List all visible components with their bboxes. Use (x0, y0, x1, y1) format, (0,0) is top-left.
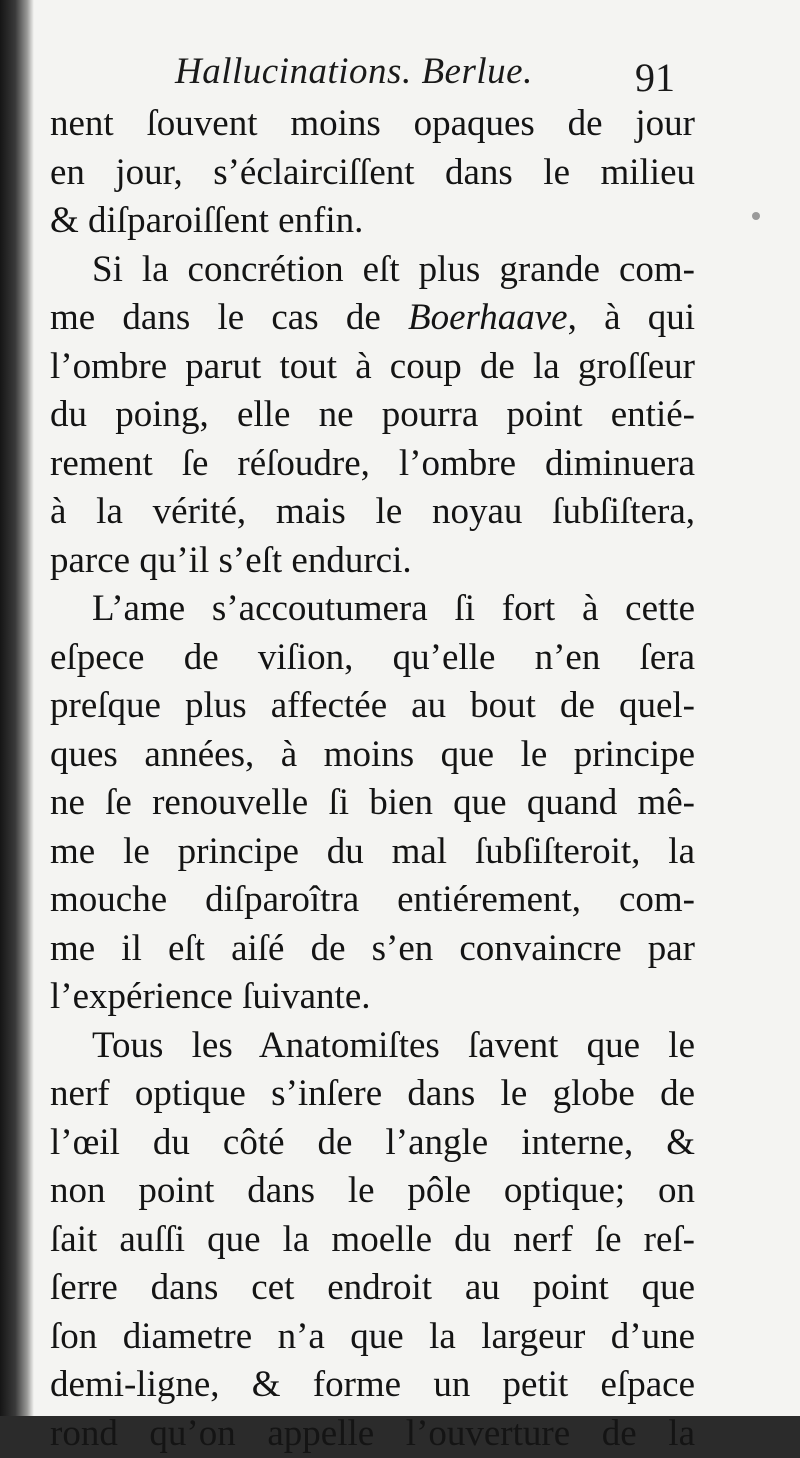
text-line: l’expérience ſuivante. (50, 973, 695, 1022)
text-line: ſon diametre n’a que la largeur d’une (50, 1313, 695, 1362)
text-line: Si la concrétion eſt plus grande com- (50, 246, 695, 295)
page-number: 91 (635, 54, 675, 101)
text-line: ques années, à moins que le principe (50, 731, 695, 780)
text-line: eſpece de viſion, qu’elle n’en ſera (50, 634, 695, 683)
text-line: me le principe du mal ſubſiſteroit, la (50, 828, 695, 877)
text-line: nent ſouvent moins opaques de jour (50, 100, 695, 149)
text-line: me dans le cas de Boerhaave, à qui (50, 294, 695, 343)
text-line: ſait auſſi que la moelle du nerf ſe reſ- (50, 1216, 695, 1265)
text-line: L’ame s’accoutumera ſi fort à cette (50, 585, 695, 634)
text-line: à la vérité, mais le noyau ſubſiſtera, (50, 488, 695, 537)
italic-name: Boerhaave (408, 297, 568, 338)
text-line: preſque plus affectée au bout de quel- (50, 682, 695, 731)
text-line: rond qu’on appelle l’ouverture de la (50, 1410, 695, 1458)
paper-speck (752, 212, 760, 220)
text-line: en jour, s’éclairciſſent dans le milieu (50, 149, 695, 198)
running-head-title: Hallucinations. Berlue. (175, 50, 533, 93)
text-line: du poing, elle ne pourra point entié- (50, 391, 695, 440)
running-head (175, 50, 695, 100)
text-line: nerf optique s’inſere dans le globe de (50, 1070, 695, 1119)
text-line: demi-ligne, & forme un petit eſpace (50, 1361, 695, 1410)
text-line: ſerre dans cet endroit au point que (50, 1264, 695, 1313)
text-line: & diſparoiſſent enfin. (50, 197, 695, 246)
text-line: rement ſe réſoudre, l’ombre diminuera (50, 440, 695, 489)
text-line: non point dans le pôle optique; on (50, 1167, 695, 1216)
text-line: l’œil du côté de l’angle interne, & (50, 1119, 695, 1168)
text-line: me il eſt aiſé de s’en convaincre par (50, 925, 695, 974)
text-line: Tous les Anatomiſtes ſavent que le (50, 1022, 695, 1071)
text-line: mouche diſparoîtra entiérement, com- (50, 876, 695, 925)
page-gutter-shadow (0, 0, 34, 1416)
text-line: ne ſe renouvelle ſi bien que quand mê- (50, 779, 695, 828)
body-text (50, 100, 695, 1458)
text-line: parce qu’il s’eſt endurci. (50, 537, 695, 586)
text-line: l’ombre parut tout à coup de la groſſeur (50, 343, 695, 392)
